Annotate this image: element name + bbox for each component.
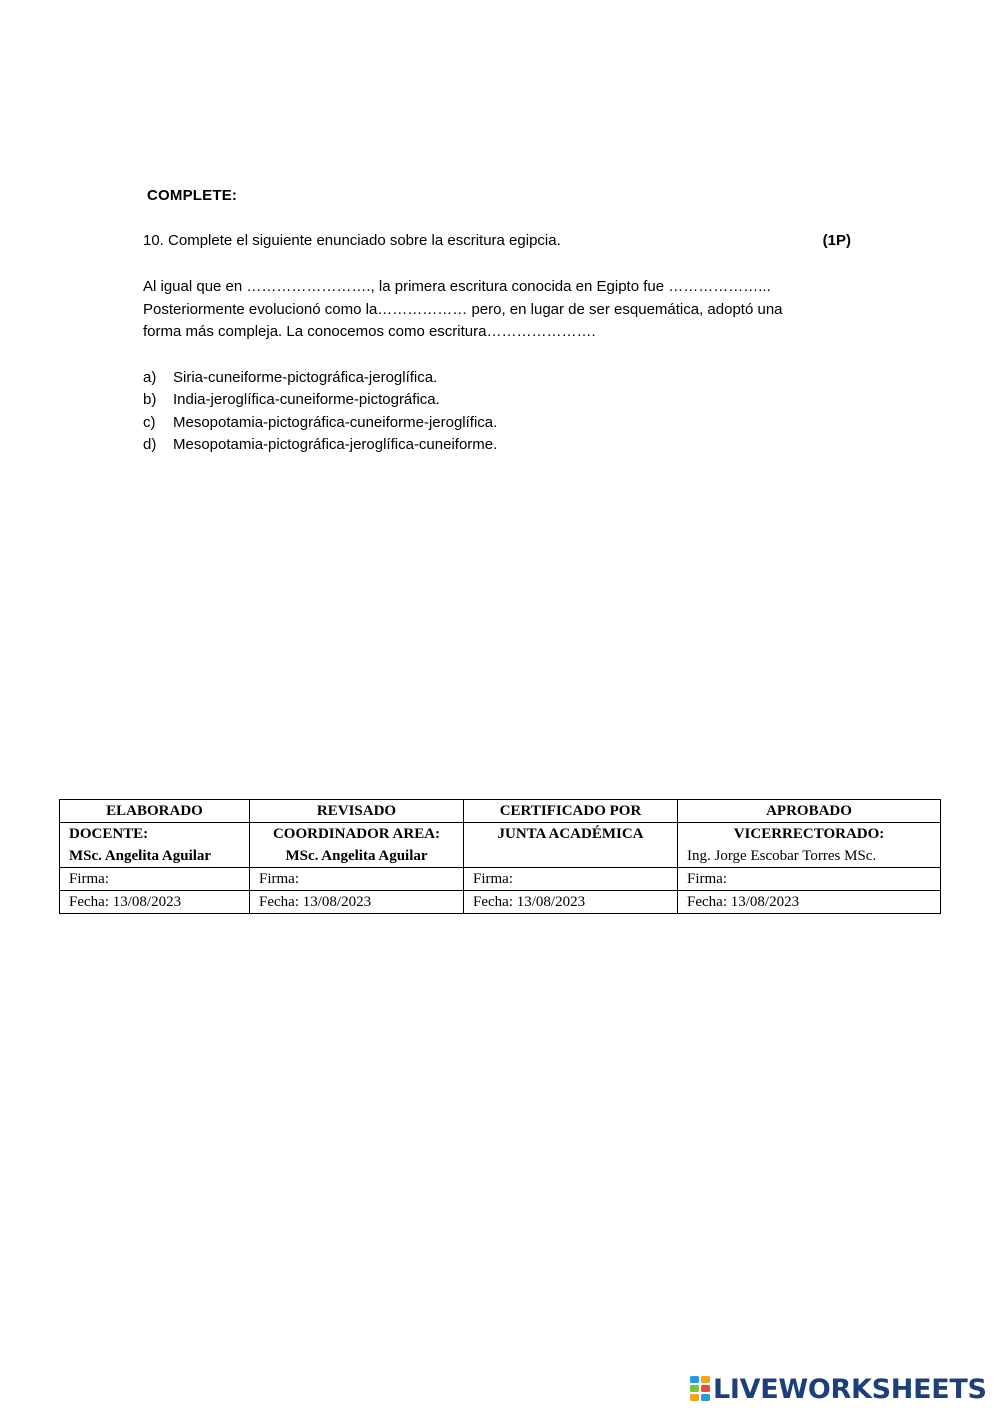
header-revisado: REVISADO	[250, 800, 464, 823]
question-header	[143, 232, 851, 249]
option-d[interactable]	[143, 434, 497, 456]
option-text: Mesopotamia-pictográfica-cuneiforme-jeroglífica.	[173, 413, 498, 431]
role-vicerrectorado: VICERRECTORADO:	[678, 823, 941, 846]
option-letter: c)	[143, 413, 156, 431]
header-elaborado: ELABORADO	[60, 800, 250, 823]
role-junta: JUNTA ACADÉMICA	[464, 823, 678, 846]
name-certificado	[464, 845, 678, 868]
table-header-row	[60, 800, 941, 823]
logo-text: LIVEWORKSHEETS	[713, 1373, 987, 1405]
question-text: 10. Complete el siguiente enunciado sobre la escritura egipcia.	[143, 232, 561, 249]
header-certificado: CERTIFICADO POR	[464, 800, 678, 823]
header-aprobado: APROBADO	[678, 800, 941, 823]
option-letter: d)	[143, 435, 157, 453]
liveworksheets-logo[interactable]	[690, 1372, 987, 1406]
paragraph-line: forma más compleja. La conocemos como escritura………………….	[143, 323, 596, 340]
table-row-fecha	[60, 891, 941, 914]
firma-cell: Firma:	[464, 868, 678, 891]
name-aprobado: Ing. Jorge Escobar Torres MSc.	[678, 845, 941, 868]
option-a[interactable]	[143, 367, 497, 389]
answer-options	[143, 367, 497, 456]
fecha-cell: Fecha: 13/08/2023	[60, 891, 250, 914]
section-title: COMPLETE:	[147, 187, 238, 204]
firma-cell: Firma:	[250, 868, 464, 891]
option-letter: a)	[143, 369, 157, 386]
paragraph-line: Posteriormente evolucionó como la……………… pero, en lugar de ser esquemática, adoptó una	[143, 300, 783, 318]
option-text: India-jeroglífica-cuneiforme-pictográfica.	[173, 391, 440, 409]
table-row-roles	[60, 823, 941, 846]
table-row-names	[60, 845, 941, 868]
option-b[interactable]	[143, 389, 497, 411]
question-points: (1P)	[822, 232, 851, 249]
name-elaborado: MSc. Angelita Aguilar	[60, 845, 250, 868]
name-revisado: MSc. Angelita Aguilar	[250, 845, 464, 868]
option-text: Mesopotamia-pictográfica-jeroglífica-cuneiforme.	[173, 435, 498, 453]
liveworksheets-logo-icon	[690, 1376, 710, 1402]
fecha-cell: Fecha: 13/08/2023	[678, 891, 941, 914]
option-c[interactable]	[143, 412, 497, 434]
table-row-firma	[60, 868, 941, 891]
paragraph-line: Al igual que en ……………………., la primera escritura conocida en Egipto fue ………………...	[143, 278, 771, 295]
option-letter: b)	[143, 391, 157, 409]
role-coordinador: COORDINADOR AREA:	[250, 823, 464, 846]
fecha-cell: Fecha: 13/08/2023	[250, 891, 464, 914]
firma-cell: Firma:	[678, 868, 941, 891]
option-text: Siria-cuneiforme-pictográfica-jeroglífica.	[173, 369, 438, 386]
question-paragraph	[143, 276, 863, 344]
role-docente: DOCENTE:	[60, 823, 250, 846]
firma-cell: Firma:	[60, 868, 250, 891]
signature-table	[59, 799, 941, 914]
fecha-cell: Fecha: 13/08/2023	[464, 891, 678, 914]
